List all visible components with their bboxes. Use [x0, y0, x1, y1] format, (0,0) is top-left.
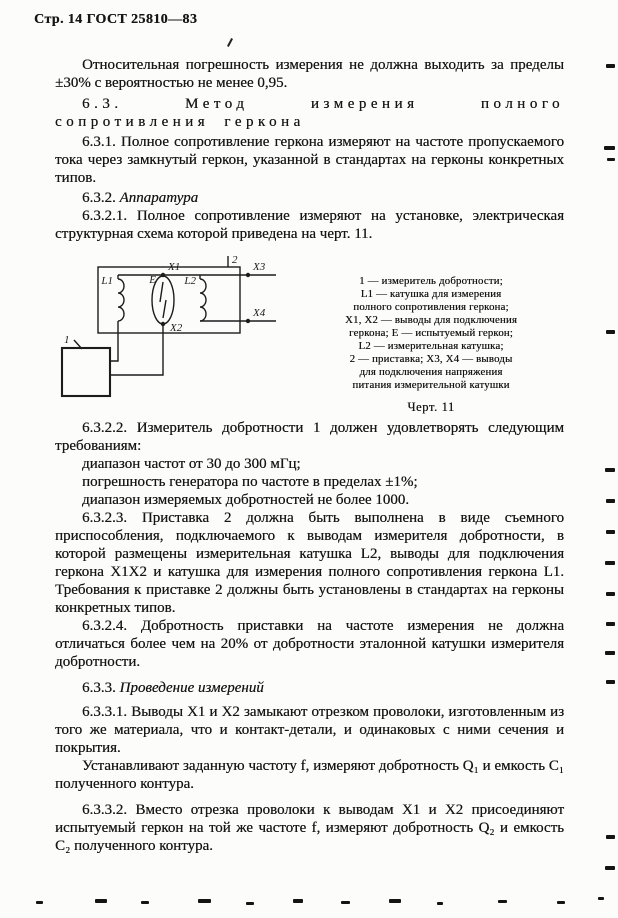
label-attachment-2: 2 [232, 254, 238, 266]
reed-blade-bottom [163, 300, 166, 318]
scan-mark [606, 330, 615, 334]
para-6-3-2-3: 6.3.2.3. Приставка 2 должна быть выполнена в виде съемного приспособления, подключаемого к выводам измерителя добротности, в которой размещены измерительная катушка L2, выводы для подключения геркона X1X2 и катушка для измерения полного сопротивления геркона L1. Требования к приставке 2 должны быть установлены в стандартах на герконы конкретных типов. [55, 510, 564, 616]
scan-mark [341, 901, 350, 904]
reed-blade-top [160, 282, 163, 302]
scan-artifact-tick [227, 38, 233, 47]
para-6-3-2-4: 6.3.2.4. Добротность приставки на частоте измерения не должна отличаться более чем на 20% от добротности эталонной катушки измерителя добротности. [55, 618, 564, 670]
heading-6-3: 6.3. Метод измерения полного сопротивления геркона [55, 96, 564, 130]
scan-mark [606, 499, 615, 503]
scan-mark [498, 900, 507, 903]
scan-mark [606, 64, 615, 68]
scan-mark [606, 835, 615, 839]
figure-chert-11 [55, 251, 564, 413]
terminal-x3-dot [246, 273, 250, 277]
diagram-labels [64, 254, 266, 346]
label-e: E [149, 274, 156, 286]
label-l1: L1 [101, 275, 113, 287]
scan-mark [437, 902, 443, 905]
document-content [55, 56, 564, 855]
para-6-3-3-1: 6.3.3.1. Выводы X1 и X2 замыкают отрезком проволоки, изготовленным из того же материала, что и контакт-детали, и одинаковых с ними сечения и покрытия. [55, 704, 564, 756]
scan-mark [606, 530, 615, 534]
figure-caption: Черт. 11 [407, 400, 455, 414]
scan-mark [604, 146, 615, 150]
figure-legend [300, 275, 562, 414]
wire-l1-to-device [110, 321, 118, 361]
scan-mark [606, 680, 615, 684]
legend-line: L1 — катушка для измерения [360, 288, 502, 300]
label-x3: X3 [253, 261, 266, 273]
heading-6-3-3-number: 6.3.3. [82, 680, 116, 696]
heading-6-3-2-title: Аппаратура [119, 190, 199, 206]
para-6-3-1: 6.3.1. Полное сопротивление геркона измеряют на частоте пропускаемого тока через замкнутый геркон, указанной в стандартах на герконы конкретных типов. [55, 134, 564, 186]
legend-line: для подключения напряжения [359, 366, 503, 378]
label-x2: X2 [170, 322, 183, 334]
scan-mark [293, 899, 303, 903]
legend-line: X1, X2 — выводы для подключения [344, 314, 518, 326]
para-6-3-3-2: 6.3.3.2. Вместо отрезка проволоки к выводам X1 и X2 присоединяют испытуемый геркон на той же частоте f, измеряют добротность Q₂ и емкость C₂ полученного контура. [55, 802, 564, 854]
scan-mark [198, 899, 211, 903]
diagram-shapes [62, 256, 276, 396]
legend-line: полного сопротивления геркона; [353, 301, 509, 313]
list-item-q-range: диапазон измеряемых добротностей не более 1000. [82, 492, 410, 508]
scan-mark [605, 866, 615, 870]
scan-mark [606, 622, 615, 626]
scan-mark [607, 158, 615, 161]
heading-6-3-3-title: Проведение измерений [119, 680, 264, 696]
para-6-3-2-1: 6.3.2.1. Полное сопротивление измеряют на установке, электрическая структурная схема которой приведена на черт. 11. [55, 208, 564, 242]
terminal-x4-dot [246, 319, 250, 323]
scan-mark [246, 902, 254, 905]
para-accuracy: Относительная погрешность измерения не должна выходить за пределы ±30% с вероятностью не менее 0,95. [55, 57, 564, 91]
heading-6-3-2-number: 6.3.2. [82, 190, 116, 206]
scan-mark [605, 468, 615, 472]
scan-mark [36, 901, 43, 904]
label-x4: X4 [253, 307, 266, 319]
coil-l1 [118, 279, 124, 321]
junction-x2-dot [161, 322, 165, 326]
scan-mark [141, 901, 149, 904]
heading-6-3-2 [55, 189, 564, 207]
heading-6-3-3 [55, 679, 564, 697]
label-device-1: 1 [64, 334, 70, 346]
legend-line: 2 — приставка; X3, X4 — выводы [349, 353, 513, 365]
legend-line: 1 — измеритель добротности; [359, 275, 503, 287]
scan-mark [95, 899, 107, 903]
scan-mark [389, 899, 401, 903]
attachment-box [98, 267, 240, 333]
para-6-3-2-2: 6.3.2.2. Измеритель добротности 1 должен удовлетворять следующим требованиям: [55, 420, 564, 454]
circuit-diagram [60, 253, 308, 411]
page-header: Стр. 14 ГОСТ 25810—83 [34, 12, 198, 27]
list-item-frequency-range: диапазон частот от 30 до 300 мГц; [82, 456, 301, 472]
device-box [62, 348, 110, 396]
scan-mark [605, 651, 615, 655]
legend-line: питания измерительной катушки [352, 379, 510, 391]
legend-line: геркона; E — испытуемый геркон; [349, 327, 513, 339]
list-item-generator-accuracy: погрешность генератора по частоте в пределах ±1%; [82, 474, 418, 490]
coil-l2 [200, 279, 206, 321]
scan-mark [606, 592, 615, 596]
label-l2: L2 [184, 275, 196, 287]
scan-mark [557, 901, 565, 904]
para-6-3-3-1-cont: Устанавливают заданную частоту f, измеряют добротность Q₁ и емкость C₁ полученного контура. [55, 758, 564, 792]
scan-mark [598, 897, 604, 900]
scan-mark [605, 561, 615, 565]
label-x1: X1 [168, 261, 181, 273]
legend-line: L2 — измерительная катушка; [358, 340, 504, 352]
junction-x1-dot [161, 273, 165, 277]
